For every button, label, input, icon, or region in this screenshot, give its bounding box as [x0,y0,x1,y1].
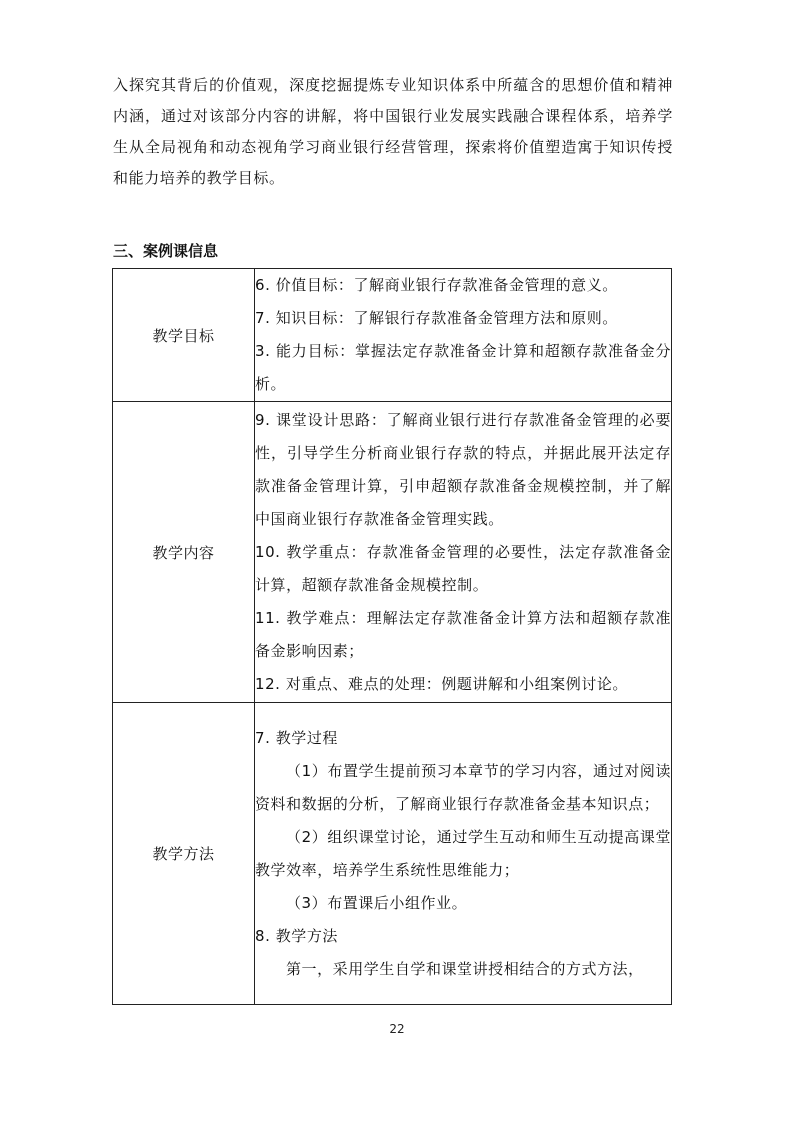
content-line: （1）布置学生提前预习本章节的学习内容，通过对阅读资料和数据的分析，了解商业银行存款准备金基本知识点； [255,761,671,813]
row-label: 教学内容 [113,402,255,703]
content-line: 8. 教学方法 [255,926,338,945]
content-line: 第一，采用学生自学和课堂讲授相结合的方式方法， [286,959,644,978]
row-content [255,703,672,1005]
row-label: 教学方法 [113,703,255,1005]
content-line: 12. 对重点、难点的处理：例题讲解和小组案例讨论。 [255,674,628,693]
page-number: 22 [389,1022,405,1036]
section-title: 三、案例课信息 [113,242,219,260]
content-line: 10. 教学重点：存款准备金管理的必要性，法定存款准备金计算，超额存款准备金规模控制。 [255,542,671,594]
table-row-teaching-methods [113,703,672,1005]
table-row-teaching-content [113,402,672,703]
row-content [255,269,672,402]
case-course-info-table [112,268,672,1005]
content-line: 11. 教学难点：理解法定存款准备金计算方法和超额存款准备金影响因素； [255,608,671,660]
table-row-teaching-objectives [113,269,672,402]
row-content [255,402,672,703]
content-line: 3. 能力目标：掌握法定存款准备金计算和超额存款准备金分析。 [255,342,671,393]
content-line: 7. 知识目标：了解银行存款准备金管理方法和原则。 [255,309,618,327]
content-line: （2）组织课堂讨论，通过学生互动和师生互动提高课堂教学效率，培养学生系统性思维能力； [255,827,671,879]
content-line: 6. 价值目标：了解商业银行存款准备金管理的意义。 [255,276,618,294]
row-label: 教学目标 [113,269,255,402]
content-line: 9. 课堂设计思路：了解商业银行进行存款准备金管理的必要性，引导学生分析商业银行存款的特点，并据此展开法定存款准备金管理计算，引申超额存款准备金规模控制，并了解中国商业银行存款准备金管理实践。 [255,410,671,528]
content-line: （3）布置课后小组作业。 [286,893,468,912]
content-line: 7. 教学过程 [255,728,338,747]
intro-paragraph: 入探究其背后的价值观，深度挖掘提炼专业知识体系中所蕴含的思想价值和精神内涵，通过对该部分内容的讲解，将中国银行业发展实践融合课程体系，培养学生从全局视角和动态视角学习商业银行经营管理，探索将价值塑造寓于知识传授和能力培养的教学目标。 [113,76,673,187]
